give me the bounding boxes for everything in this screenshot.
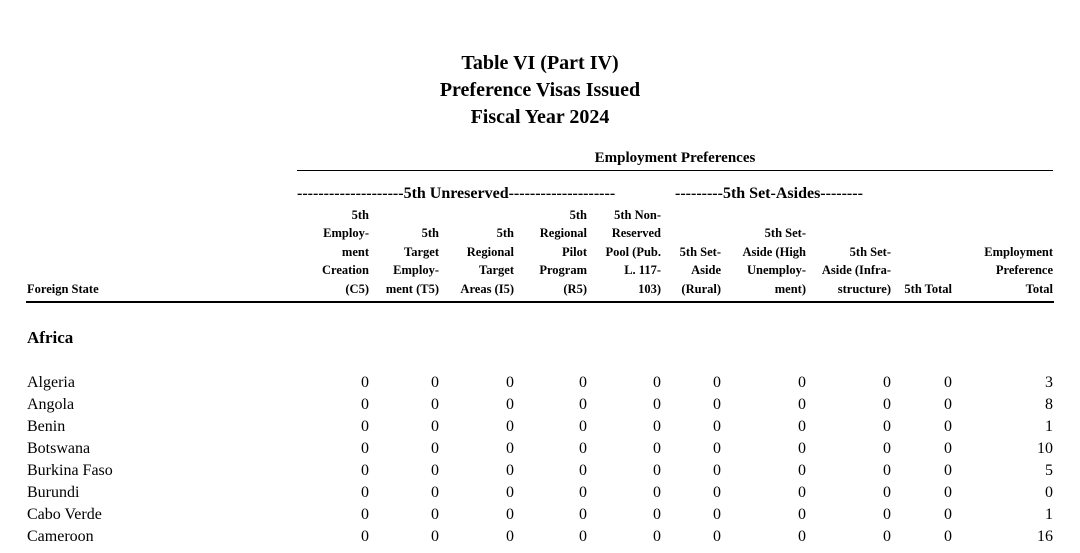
table-cell: 0 bbox=[506, 506, 514, 523]
header-rule bbox=[26, 301, 1054, 303]
header-nonreserved-pool: 5th Non- Reserved Pool (Pub. L. 117- 103) bbox=[605, 207, 661, 296]
table-cell: 0 bbox=[431, 396, 439, 413]
title-line-3: Fiscal Year 2024 bbox=[470, 106, 610, 128]
table-cell: 0 bbox=[944, 528, 952, 545]
table-cell: 1 bbox=[1045, 418, 1053, 435]
table-cell: 0 bbox=[431, 506, 439, 523]
table-cell: 10 bbox=[1037, 440, 1053, 457]
table-cell: 0 bbox=[1045, 484, 1053, 501]
table-cell: 0 bbox=[431, 484, 439, 501]
table-cell: 0 bbox=[361, 462, 369, 479]
table-cell: 0 bbox=[798, 484, 806, 501]
table-cell: 0 bbox=[653, 374, 661, 391]
table-cell: 5 bbox=[1045, 462, 1053, 479]
table-cell: 0 bbox=[361, 396, 369, 413]
table-cell: 0 bbox=[579, 484, 587, 501]
table-cell: 0 bbox=[883, 396, 891, 413]
unreserved-subheading: --------------------5th Unreserved-------------------- bbox=[297, 185, 616, 202]
table-cell: 0 bbox=[431, 440, 439, 457]
table-cell: 0 bbox=[361, 418, 369, 435]
header-c5: 5th Employ- ment Creation (C5) bbox=[322, 207, 369, 296]
header-employment-total: Employment Preference Total bbox=[984, 244, 1053, 296]
table-cell: 0 bbox=[361, 506, 369, 523]
table-cell: 0 bbox=[506, 418, 514, 435]
country-name: Angola bbox=[27, 396, 75, 413]
table-cell: 3 bbox=[1045, 374, 1053, 391]
table-cell: 0 bbox=[713, 528, 721, 545]
table-cell: 8 bbox=[1045, 396, 1053, 413]
table-cell: 0 bbox=[579, 462, 587, 479]
table-cell: 0 bbox=[713, 484, 721, 501]
table-cell: 0 bbox=[506, 440, 514, 457]
country-name: Algeria bbox=[27, 374, 75, 391]
table-cell: 0 bbox=[883, 374, 891, 391]
table-row bbox=[0, 416, 1080, 438]
title-line-1: Table VI (Part IV) bbox=[461, 52, 619, 74]
table-cell: 0 bbox=[713, 506, 721, 523]
header-fifth-total: 5th Total bbox=[904, 281, 952, 296]
country-name: Cameroon bbox=[27, 528, 94, 545]
table-cell: 0 bbox=[361, 374, 369, 391]
data-table-body bbox=[0, 372, 1080, 548]
table-cell: 0 bbox=[431, 528, 439, 545]
table-cell: 0 bbox=[944, 396, 952, 413]
header-rural: 5th Set- Aside (Rural) bbox=[679, 244, 721, 296]
table-cell: 0 bbox=[653, 418, 661, 435]
table-cell: 1 bbox=[1045, 506, 1053, 523]
table-cell: 0 bbox=[431, 462, 439, 479]
table-cell: 0 bbox=[713, 440, 721, 457]
title-line-2: Preference Visas Issued bbox=[439, 79, 641, 101]
table-cell: 0 bbox=[579, 440, 587, 457]
table-cell: 0 bbox=[361, 484, 369, 501]
table-row bbox=[0, 482, 1080, 504]
table-cell: 0 bbox=[713, 374, 721, 391]
table-cell: 0 bbox=[944, 462, 952, 479]
heading-divider bbox=[297, 170, 1053, 171]
table-cell: 0 bbox=[798, 396, 806, 413]
table-cell: 0 bbox=[653, 440, 661, 457]
table-cell: 0 bbox=[883, 462, 891, 479]
region-heading: Africa bbox=[27, 328, 74, 347]
table-cell: 0 bbox=[944, 484, 952, 501]
table-row bbox=[0, 460, 1080, 482]
table-cell: 0 bbox=[506, 484, 514, 501]
table-cell: 0 bbox=[944, 374, 952, 391]
country-name: Benin bbox=[27, 418, 66, 435]
table-cell: 0 bbox=[713, 418, 721, 435]
table-cell: 0 bbox=[883, 440, 891, 457]
table-cell: 0 bbox=[361, 440, 369, 457]
table-cell: 0 bbox=[798, 374, 806, 391]
table-cell: 0 bbox=[798, 440, 806, 457]
table-cell: 0 bbox=[798, 418, 806, 435]
table-title-block bbox=[0, 50, 1080, 131]
table-cell: 16 bbox=[1037, 528, 1053, 545]
table-cell: 0 bbox=[798, 462, 806, 479]
table-cell: 0 bbox=[579, 396, 587, 413]
employment-preferences-heading: Employment Preferences bbox=[594, 150, 756, 166]
country-name: Burkina Faso bbox=[27, 462, 113, 479]
table-cell: 0 bbox=[579, 418, 587, 435]
header-infrastructure: 5th Set- Aside (Infra- structure) bbox=[821, 244, 891, 296]
country-name: Burundi bbox=[27, 484, 80, 501]
table-cell: 0 bbox=[653, 528, 661, 545]
header-r5: 5th Regional Pilot Program (R5) bbox=[539, 207, 587, 296]
country-name: Botswana bbox=[27, 440, 91, 457]
table-cell: 0 bbox=[506, 396, 514, 413]
header-t5: 5th Target Employ- ment (T5) bbox=[385, 226, 439, 296]
country-name: Cabo Verde bbox=[27, 506, 102, 523]
header-i5: 5th Regional Target Areas (I5) bbox=[460, 226, 514, 296]
table-cell: 0 bbox=[883, 528, 891, 545]
table-row bbox=[0, 504, 1080, 526]
header-high-unemployment: 5th Set- Aside (High Unemploy- ment) bbox=[742, 226, 806, 296]
table-cell: 0 bbox=[883, 418, 891, 435]
table-cell: 0 bbox=[713, 462, 721, 479]
table-cell: 0 bbox=[653, 506, 661, 523]
table-cell: 0 bbox=[944, 506, 952, 523]
table-cell: 0 bbox=[883, 506, 891, 523]
table-cell: 0 bbox=[579, 374, 587, 391]
table-cell: 0 bbox=[653, 484, 661, 501]
table-row bbox=[0, 394, 1080, 416]
table-cell: 0 bbox=[944, 418, 952, 435]
table-cell: 0 bbox=[506, 528, 514, 545]
table-cell: 0 bbox=[653, 396, 661, 413]
table-cell: 0 bbox=[506, 462, 514, 479]
table-row bbox=[0, 372, 1080, 394]
table-cell: 0 bbox=[944, 440, 952, 457]
table-cell: 0 bbox=[798, 528, 806, 545]
table-cell: 0 bbox=[653, 462, 661, 479]
table-cell: 0 bbox=[431, 374, 439, 391]
table-row bbox=[0, 526, 1080, 548]
table-cell: 0 bbox=[579, 506, 587, 523]
set-asides-subheading: ---------5th Set-Asides-------- bbox=[675, 185, 863, 202]
table-cell: 0 bbox=[883, 484, 891, 501]
header-foreign-state: Foreign State bbox=[27, 281, 99, 296]
table-row bbox=[0, 438, 1080, 460]
table-cell: 0 bbox=[506, 374, 514, 391]
table-cell: 0 bbox=[798, 506, 806, 523]
table-cell: 0 bbox=[431, 418, 439, 435]
table-cell: 0 bbox=[579, 528, 587, 545]
table-cell: 0 bbox=[713, 396, 721, 413]
table-cell: 0 bbox=[361, 528, 369, 545]
